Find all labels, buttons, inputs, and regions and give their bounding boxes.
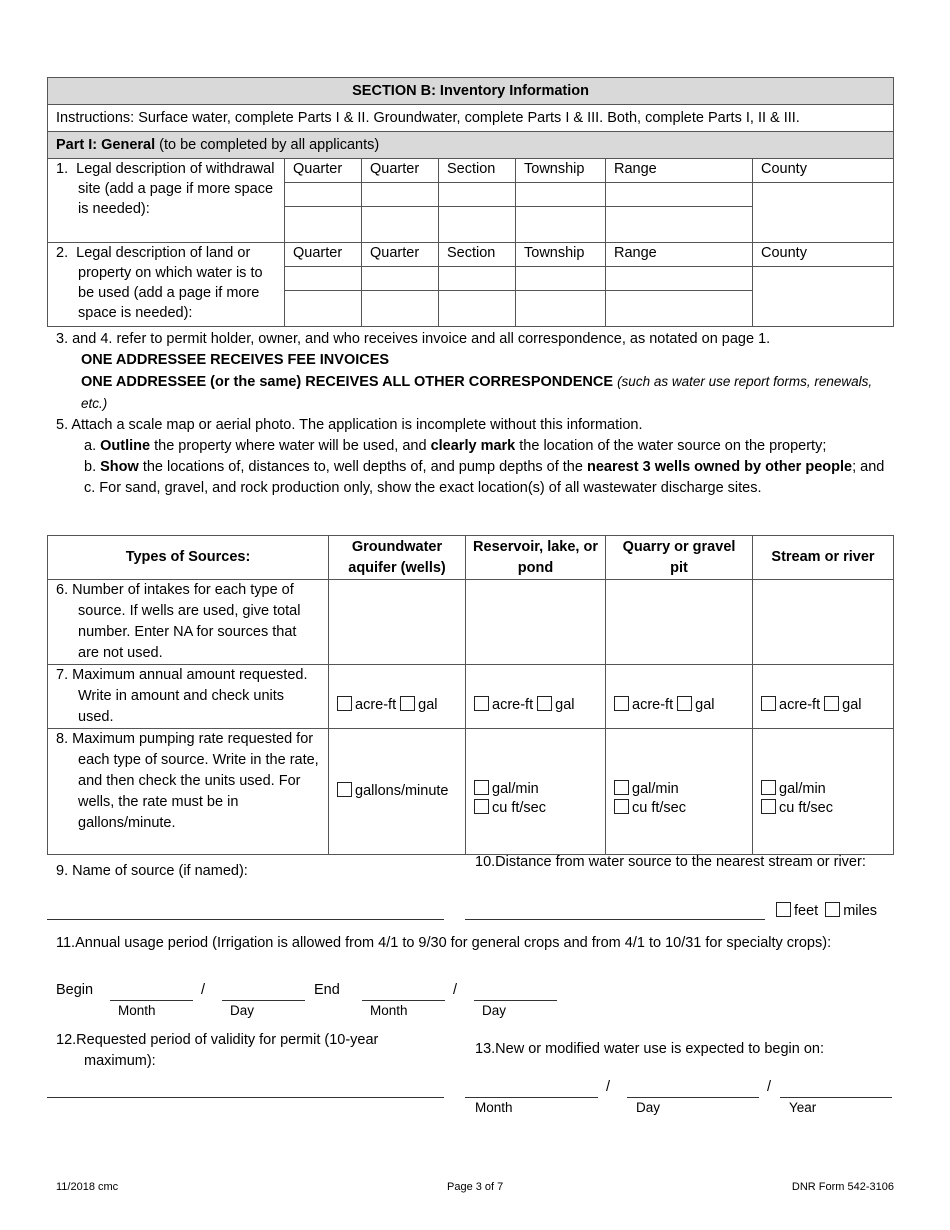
acre-ft-checkbox[interactable]: [761, 696, 776, 711]
item5-a: a. Outline the property where water will be used, and clearly mark the location of the water source on the property;: [84, 438, 827, 454]
col-county: County: [753, 243, 894, 267]
u-section-a[interactable]: [439, 267, 516, 291]
acre-ft-checkbox[interactable]: [337, 696, 352, 711]
w-township-b[interactable]: [516, 207, 606, 243]
legal-description-table: [47, 77, 894, 327]
item5-c: c. For sand, gravel, and rock production only, show the exact location(s) of all wastewater discharge sites.: [84, 480, 762, 496]
source-name-field[interactable]: [47, 919, 444, 920]
start-month-field[interactable]: [465, 1097, 598, 1098]
gpm-checkbox[interactable]: [337, 782, 352, 797]
begin-month-caption: Month: [118, 1003, 156, 1018]
item12-label: 12.Requested period of validity for permit (10-year maximum):: [56, 1032, 379, 1069]
section-title: SECTION B: Inventory Information: [48, 78, 894, 105]
item10-label: 10.Distance from water source to the nearest stream or river:: [475, 854, 866, 870]
w-range-b[interactable]: [606, 207, 753, 243]
col-quarter-1: Quarter: [285, 159, 362, 183]
instructions: Instructions: Surface water, complete Parts I & II. Groundwater, complete Parts I & III. Both, complete Parts I, II & III.: [48, 105, 894, 132]
u-quarter-1-a[interactable]: [285, 267, 362, 291]
begin-month-field[interactable]: [110, 1000, 193, 1001]
distance-field[interactable]: [465, 919, 765, 920]
item3-line2: ONE ADDRESSEE (or the same) RECEIVES ALL OTHER CORRESPONDENCE (such as water use report forms, renewals, etc.): [81, 374, 873, 411]
end-month-caption: Month: [370, 1003, 408, 1018]
col-range: Range: [606, 159, 753, 183]
w-range-a[interactable]: [606, 183, 753, 207]
hdr-quarry: Quarry or gravel pit: [606, 536, 753, 580]
distance-units: feet miles: [776, 902, 877, 919]
item13-label: 13.New or modified water use is expected to begin on:: [475, 1041, 825, 1057]
feet-checkbox[interactable]: [776, 902, 791, 917]
u-quarter-2-a[interactable]: [362, 267, 439, 291]
u-range-a[interactable]: [606, 267, 753, 291]
w-county[interactable]: [753, 183, 894, 243]
gal-checkbox[interactable]: [824, 696, 839, 711]
row6-label: 6. Number of intakes for each type of source. If wells are used, give total number. Enter NA for sources that are not used.: [48, 580, 329, 665]
gal-min-checkbox[interactable]: [474, 780, 489, 795]
hdr-types: Types of Sources:: [48, 536, 329, 580]
rate-quarry[interactable]: gal/min cu ft/sec: [606, 729, 753, 855]
hdr-groundwater: Groundwater aquifer (wells): [329, 536, 466, 580]
start-year-caption: Year: [789, 1100, 817, 1115]
validity-field[interactable]: [47, 1097, 444, 1098]
col-section: Section: [439, 159, 516, 183]
gal-checkbox[interactable]: [677, 696, 692, 711]
start-year-field[interactable]: [780, 1097, 892, 1098]
annual-reservoir[interactable]: acre-ft gal: [466, 665, 606, 729]
w-quarter-1-b[interactable]: [285, 207, 362, 243]
intakes-stream[interactable]: [753, 580, 894, 665]
part1-heading: [48, 132, 894, 159]
u-range-b[interactable]: [606, 291, 753, 327]
start-month-caption: Month: [475, 1100, 513, 1115]
col-township: Township: [516, 159, 606, 183]
item3-text: 3. and 4. refer to permit holder, owner, and who receives invoice and all correspondence, as notated on page 1.: [56, 331, 771, 347]
item5-text: 5. Attach a scale map or aerial photo. The application is incomplete without this information.: [56, 417, 643, 433]
intakes-quarry[interactable]: [606, 580, 753, 665]
u-township-b[interactable]: [516, 291, 606, 327]
footer-date: 11/2018 cmc: [56, 1181, 119, 1193]
hdr-stream: Stream or river: [753, 536, 894, 580]
gal-checkbox[interactable]: [537, 696, 552, 711]
sources-table: [47, 535, 894, 855]
annual-stream[interactable]: acre-ft gal: [753, 665, 894, 729]
item1-label: 1. Legal description of withdrawal site (add a page if more space is needed):: [48, 159, 285, 243]
end-day-field[interactable]: [474, 1000, 557, 1001]
col-county: County: [753, 159, 894, 183]
col-quarter-2: Quarter: [362, 159, 439, 183]
w-quarter-1-a[interactable]: [285, 183, 362, 207]
annual-groundwater[interactable]: acre-ft gal: [329, 665, 466, 729]
u-quarter-2-b[interactable]: [362, 291, 439, 327]
u-county[interactable]: [753, 267, 894, 327]
items-3-5: [56, 329, 886, 499]
start-day-field[interactable]: [627, 1097, 759, 1098]
gal-min-checkbox[interactable]: [614, 780, 629, 795]
u-township-a[interactable]: [516, 267, 606, 291]
item2-label: 2. Legal description of land or property on which water is to be used (add a page if more space is needed):: [48, 243, 285, 327]
w-quarter-2-a[interactable]: [362, 183, 439, 207]
rate-stream[interactable]: gal/min cu ft/sec: [753, 729, 894, 855]
miles-checkbox[interactable]: [825, 902, 840, 917]
footer-form: DNR Form 542-3106: [791, 1181, 894, 1193]
slash: /: [606, 1079, 611, 1095]
part1-title: Part I: General: [56, 137, 156, 153]
cu-ft-sec-checkbox[interactable]: [614, 799, 629, 814]
footer-page: Page 3 of 7: [447, 1181, 504, 1193]
u-section-b[interactable]: [439, 291, 516, 327]
slash: /: [453, 982, 458, 998]
col-township: Township: [516, 243, 606, 267]
col-quarter-1: Quarter: [285, 243, 362, 267]
acre-ft-checkbox[interactable]: [614, 696, 629, 711]
part1-note: (to be completed by all applicants): [159, 137, 380, 153]
end-label: End: [314, 982, 340, 998]
col-range: Range: [606, 243, 753, 267]
item11-label: 11.Annual usage period (Irrigation is allowed from 4/1 to 9/30 for general crops and from 4/1 to 10/31 for specialty crops):: [56, 935, 832, 951]
begin-label: Begin: [56, 982, 94, 998]
slash: /: [201, 982, 206, 998]
rate-reservoir[interactable]: gal/min cu ft/sec: [466, 729, 606, 855]
gal-min-checkbox[interactable]: [761, 780, 776, 795]
annual-quarry[interactable]: acre-ft gal: [606, 665, 753, 729]
cu-ft-sec-checkbox[interactable]: [474, 799, 489, 814]
hdr-reservoir: Reservoir, lake, or pond: [466, 536, 606, 580]
row7-label: 7. Maximum annual amount requested. Write in amount and check units used.: [48, 665, 329, 729]
item9-label: 9. Name of source (if named):: [56, 863, 248, 879]
cu-ft-sec-checkbox[interactable]: [761, 799, 776, 814]
acre-ft-checkbox[interactable]: [474, 696, 489, 711]
begin-day-field[interactable]: [222, 1000, 305, 1001]
slash: /: [767, 1079, 772, 1095]
col-quarter-2: Quarter: [362, 243, 439, 267]
w-section-b[interactable]: [439, 207, 516, 243]
intakes-groundwater[interactable]: [329, 580, 466, 665]
u-quarter-1-b[interactable]: [285, 291, 362, 327]
intakes-reservoir[interactable]: [466, 580, 606, 665]
item5-b: b. Show the locations of, distances to, well depths of, and pump depths of the nearest 3 wells owned by other people; and: [84, 459, 885, 475]
begin-day-caption: Day: [230, 1003, 255, 1018]
rate-groundwater[interactable]: gallons/minute: [329, 729, 466, 855]
item3-line1: ONE ADDRESSEE RECEIVES FEE INVOICES: [81, 352, 390, 368]
row8-label: 8. Maximum pumping rate requested for each type of source. Write in the rate, and then check the units used. For wells, the rate must be in gallons/minute.: [48, 729, 329, 855]
gal-checkbox[interactable]: [400, 696, 415, 711]
end-day-caption: Day: [482, 1003, 507, 1018]
end-month-field[interactable]: [362, 1000, 445, 1001]
w-section-a[interactable]: [439, 183, 516, 207]
w-quarter-2-b[interactable]: [362, 207, 439, 243]
start-day-caption: Day: [636, 1100, 661, 1115]
w-township-a[interactable]: [516, 183, 606, 207]
col-section: Section: [439, 243, 516, 267]
